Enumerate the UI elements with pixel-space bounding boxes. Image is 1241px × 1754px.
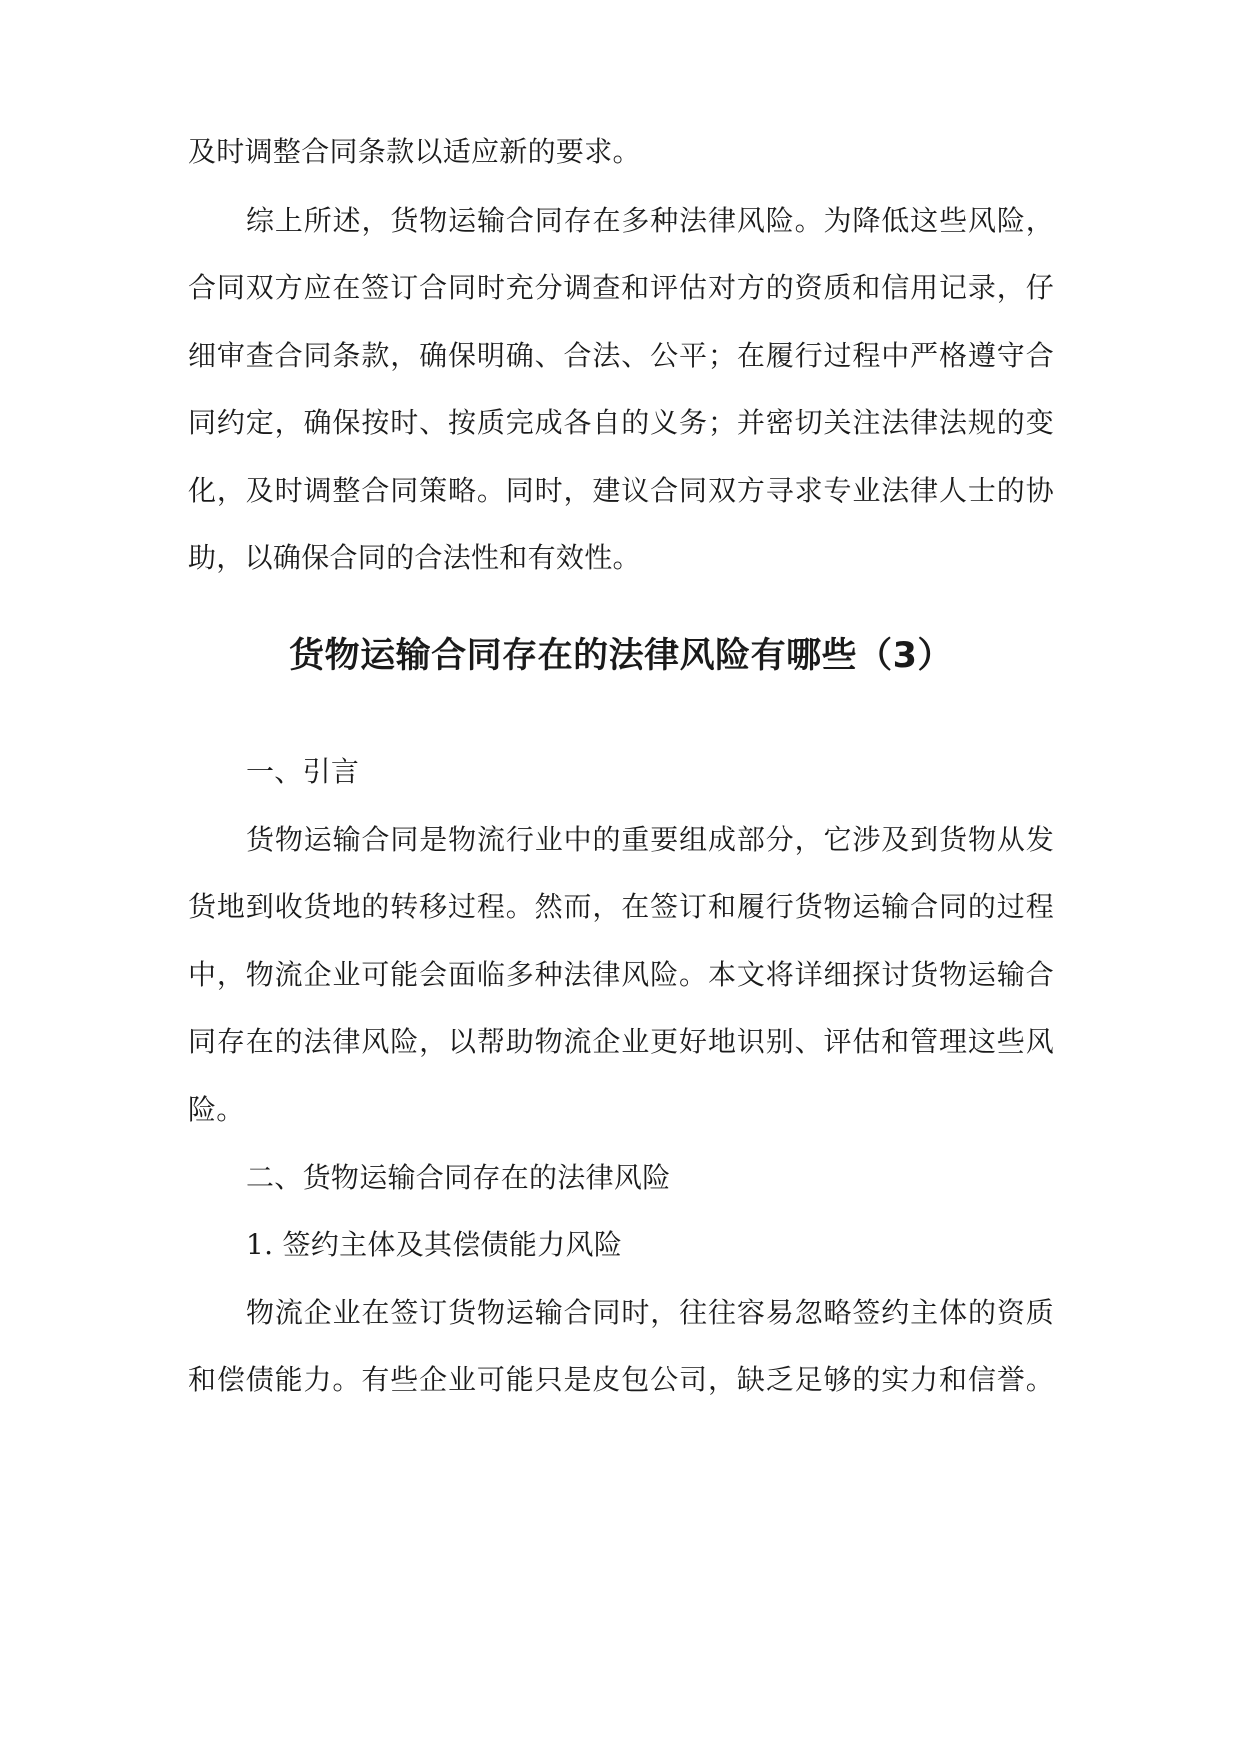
paragraph-line: 险。 [188,1093,245,1126]
paragraph-line: 及时调整合同条款以适应新的要求。 [188,135,641,168]
paragraph-line: 货物运输合同是物流行业中的重要组成部分，它涉及到货物从发 [246,823,1054,856]
paragraph-line: 同存在的法律风险，以帮助物流企业更好地识别、评估和管理这些风 [188,1025,1054,1058]
paragraph-line: 中，物流企业可能会面临多种法律风险。本文将详细探讨货物运输合 [188,958,1054,991]
section-heading: 货物运输合同存在的法律风险有哪些（3） [289,636,953,676]
paragraph-line: 同约定，确保按时、按质完成各自的义务；并密切关注法律法规的变 [188,406,1054,439]
paragraph-line: 货地到收货地的转移过程。然而，在签订和履行货物运输合同的过程 [188,890,1054,923]
subheading-line: 1. 签约主体及其偿债能力风险 [246,1228,623,1261]
paragraph-line: 综上所述，货物运输合同存在多种法律风险。为降低这些风险， [246,204,1054,237]
paragraph-line: 化，及时调整合同策略。同时，建议合同双方寻求专业法律人士的协 [188,474,1054,507]
paragraph-line: 细审查合同条款，确保明确、合法、公平；在履行过程中严格遵守合 [188,339,1054,372]
subheading-line: 二、货物运输合同存在的法律风险 [246,1161,671,1194]
subheading-line: 一、引言 [246,755,360,788]
paragraph-line: 合同双方应在签订合同时充分调查和评估对方的资质和信用记录，仔 [188,271,1054,304]
paragraph-line: 和偿债能力。有些企业可能只是皮包公司，缺乏足够的实力和信誉。 [188,1363,1054,1396]
paragraph-line: 物流企业在签订货物运输合同时，往往容易忽略签约主体的资质 [246,1296,1054,1329]
paragraph-line: 助，以确保合同的合法性和有效性。 [188,541,641,574]
